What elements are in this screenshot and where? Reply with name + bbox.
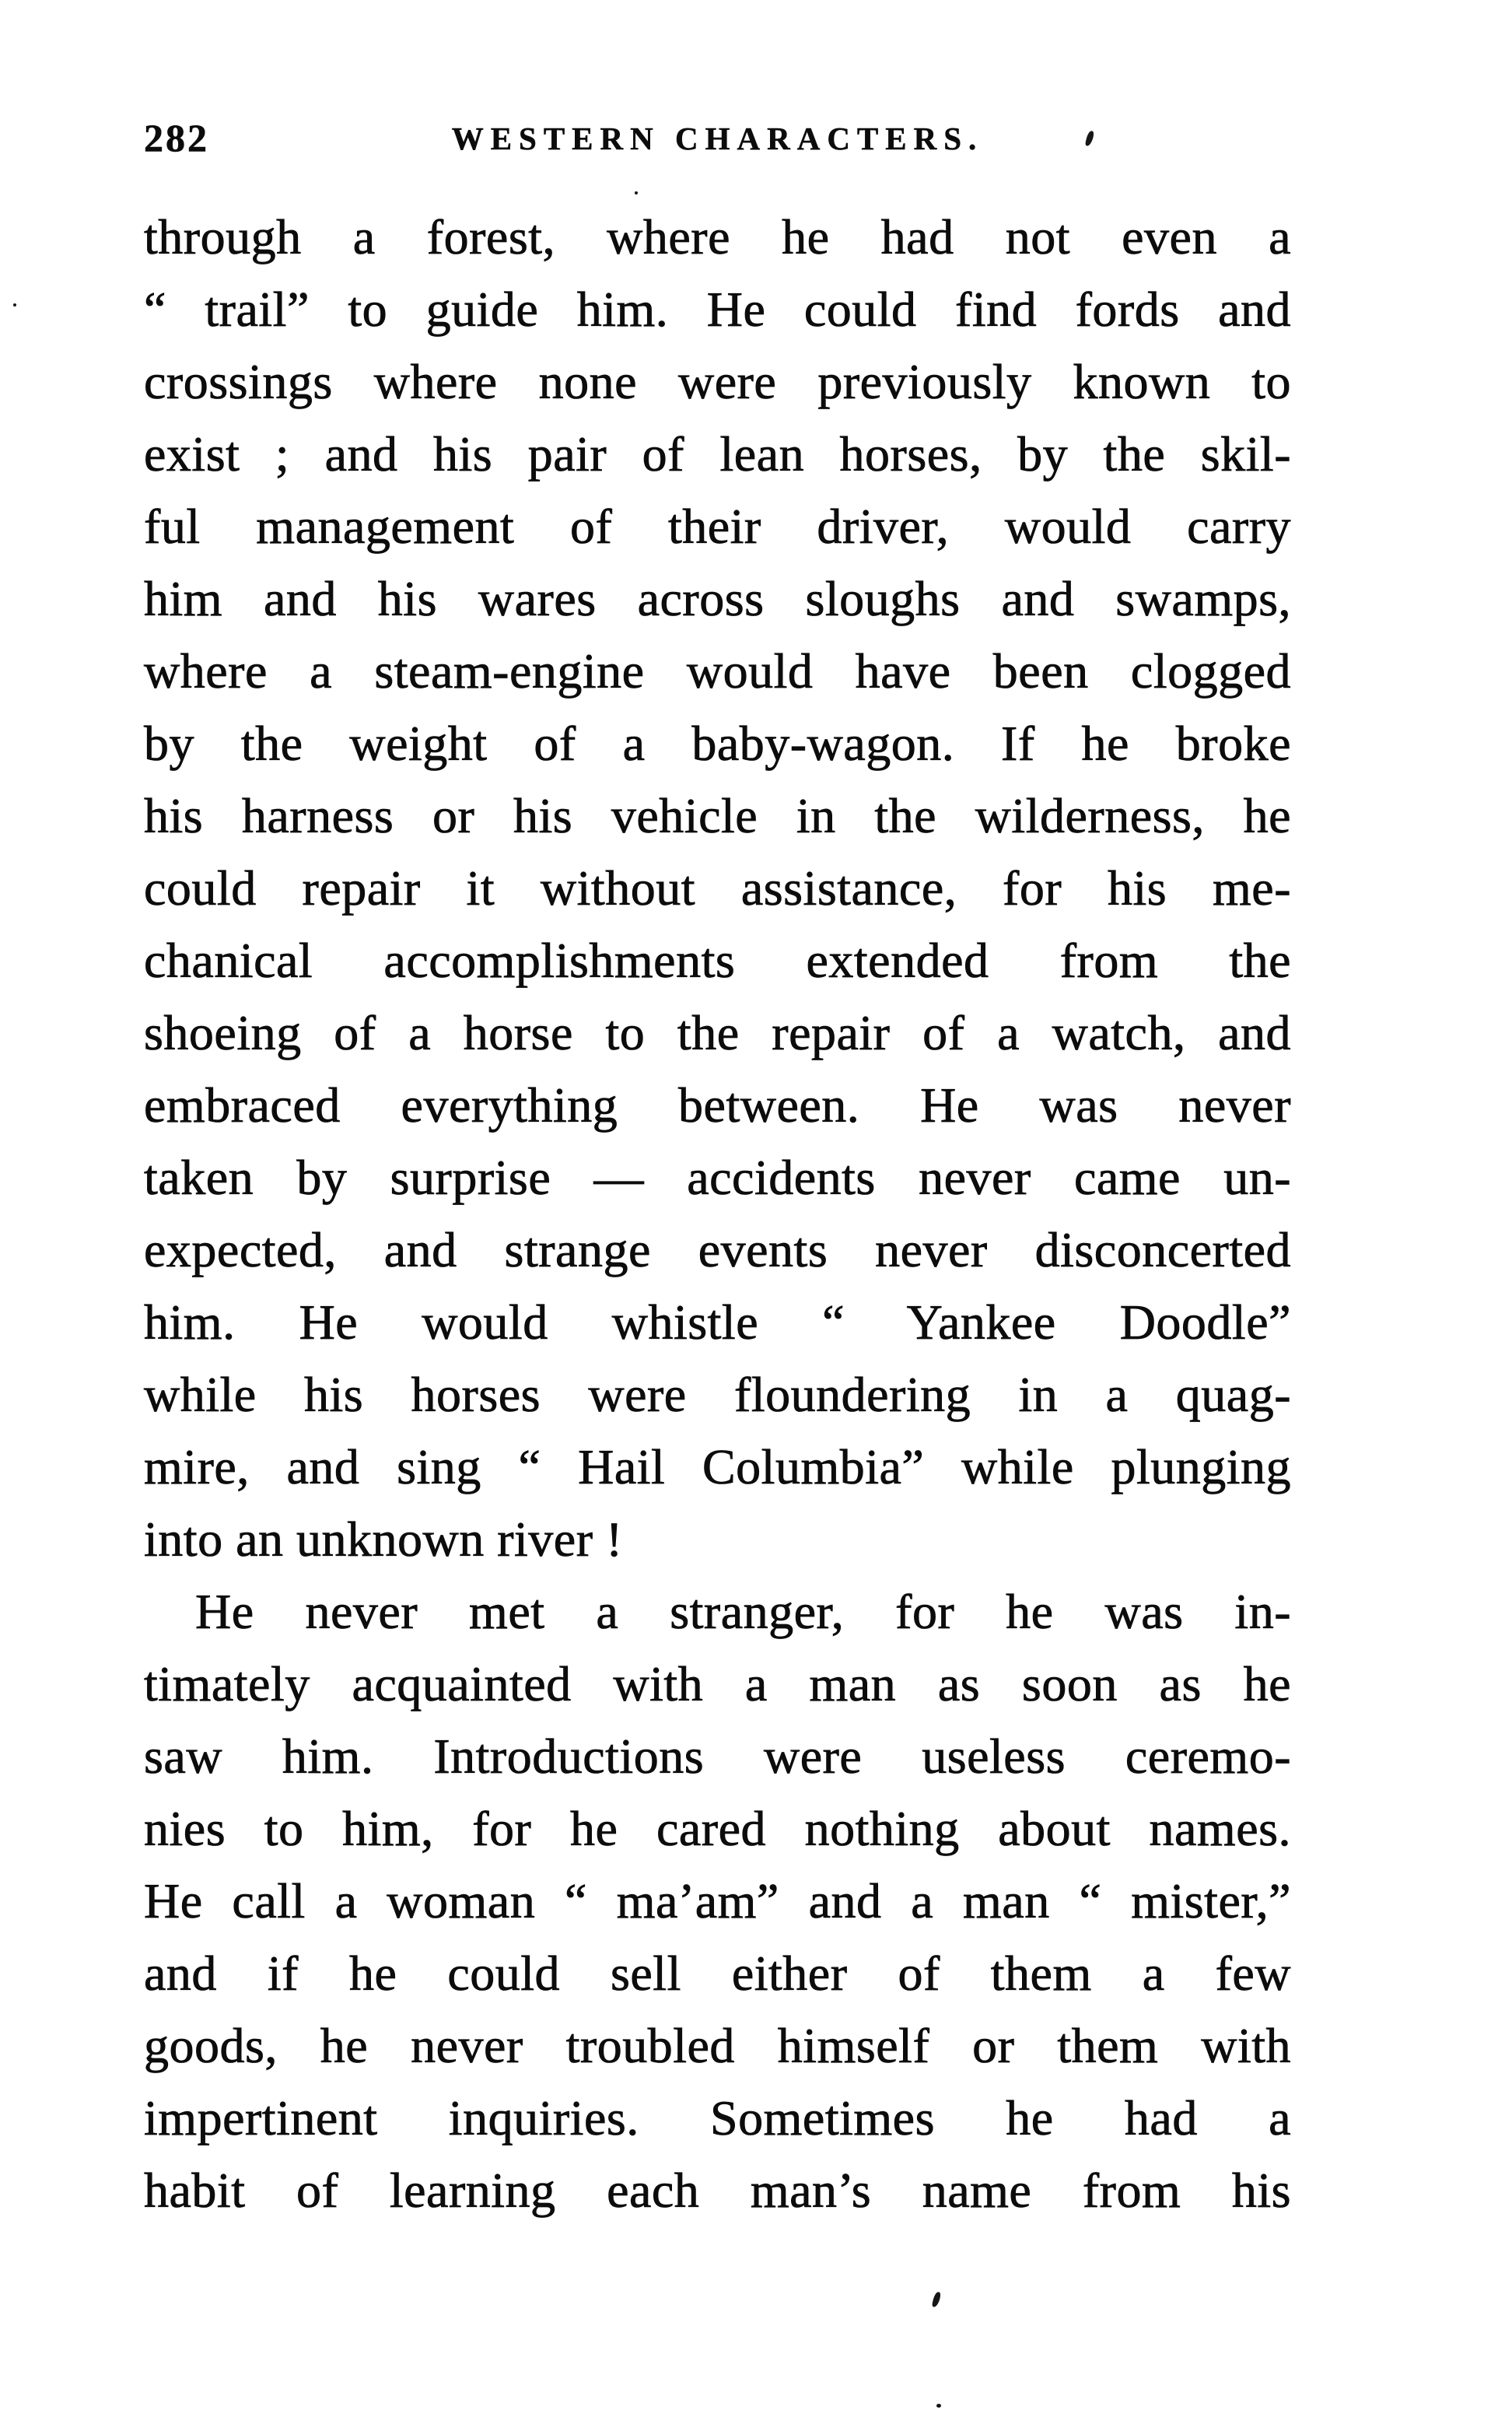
text-line: crossings where none were previously known to [144, 354, 1291, 409]
text-line-paragraph-start: He never met a stranger, for he was in- [195, 1584, 1291, 1639]
text-line: expected, and strange events never disconcerted [144, 1222, 1291, 1277]
text-line: shoeing of a horse to the repair of a watch, and [144, 1005, 1291, 1060]
text-line: by the weight of a baby-wagon. If he broke [144, 716, 1291, 771]
text-line: taken by surprise — accidents never came un- [144, 1150, 1291, 1205]
text-line: him. He would whistle “ Yankee Doodle” [144, 1294, 1291, 1350]
text-line: while his horses were floundering in a quag- [144, 1367, 1291, 1422]
text-line: his harness or his vehicle in the wilderness, he [144, 788, 1291, 843]
ink-speck [932, 2291, 942, 2307]
text-line: and if he could sell either of them a few [144, 1946, 1291, 2001]
text-line: exist ; and his pair of lean horses, by the skil- [144, 426, 1291, 482]
text-line: mire, and sing “ Hail Columbia” while plunging [144, 1439, 1291, 1494]
ink-speck [936, 2404, 941, 2408]
text-line: He call a woman “ ma’am” and a man “ mister,” [144, 1873, 1291, 1928]
page-number: 282 [144, 116, 209, 159]
text-line: could repair it without assistance, for his me- [144, 860, 1291, 916]
ink-speck [13, 303, 16, 307]
text-line: ful management of their driver, would carry [144, 499, 1291, 554]
text-line: where a steam-engine would have been clogged [144, 643, 1291, 699]
text-line: through a forest, where he had not even a [144, 209, 1291, 264]
text-line: goods, he never troubled himself or them with [144, 2018, 1291, 2073]
text-line: habit of learning each man’s name from his [144, 2163, 1291, 2218]
running-head [144, 115, 1291, 170]
text-line: impertinent inquiries. Sometimes he had a [144, 2090, 1291, 2146]
text-line-paragraph-end: into an unknown river ! [144, 1512, 623, 1567]
text-line: “ trail” to guide him. He could find fords and [144, 282, 1291, 337]
text-line: chanical accomplishments extended from the [144, 933, 1291, 988]
text-line: embraced everything between. He was never [144, 1077, 1291, 1133]
ink-speck [635, 191, 638, 194]
running-title: WESTERN CHARACTERS. [451, 121, 984, 156]
body-text [144, 201, 1291, 2226]
text-line: timately acquainted with a man as soon as he [144, 1656, 1291, 1711]
text-line: saw him. Introductions were useless ceremo- [144, 1729, 1291, 1784]
text-line: nies to him, for he cared nothing about names. [144, 1801, 1291, 1856]
text-line: him and his wares across sloughs and swamps, [144, 571, 1291, 626]
